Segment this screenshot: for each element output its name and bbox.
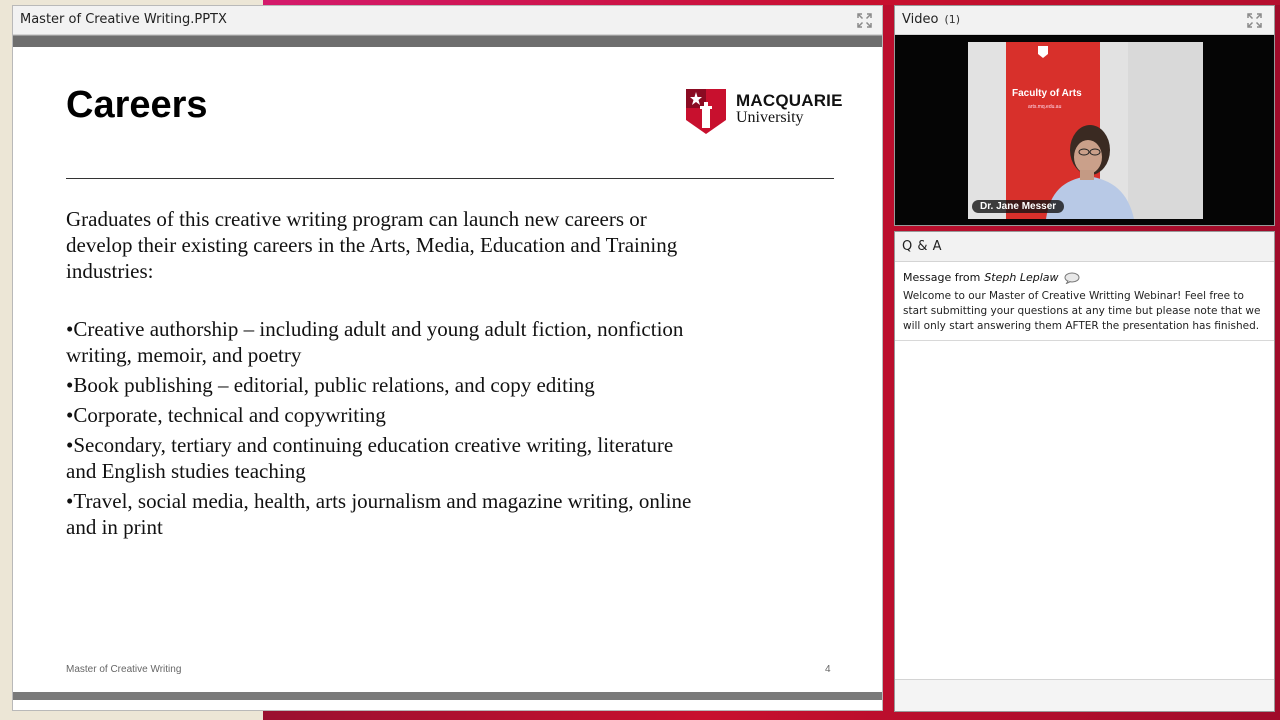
video-panel-header — [895, 6, 1274, 35]
video-panel — [894, 5, 1275, 226]
banner-text: Faculty of Arts — [1012, 88, 1082, 99]
slide-page-number: 4 — [825, 664, 831, 675]
video-area[interactable] — [895, 36, 1274, 225]
slide-panel-header — [13, 6, 882, 35]
chat-bubble-icon — [1064, 272, 1080, 284]
slide-footer: Master of Creative Writing — [66, 664, 182, 675]
qa-message[interactable] — [895, 262, 1274, 341]
qa-panel-title: Q & A — [902, 239, 943, 254]
macquarie-crest-icon — [685, 88, 727, 135]
expand-icon[interactable] — [1246, 12, 1263, 29]
slide-bullet: •Travel, social media, health, arts journalism and magazine writing, online and in print — [66, 489, 692, 539]
message-body: Welcome to our Master of Creative Writting Webinar! Feel free to start submitting your questions at any time but please note that we will only start answering them AFTER the presentation has finished. — [903, 290, 1261, 332]
slide-panel-title: Master of Creative Writing.PPTX — [20, 12, 227, 27]
slide-bullet: •Corporate, technical and copywriting — [66, 403, 386, 427]
message-author: Steph Leplaw — [984, 271, 1059, 284]
title-divider — [66, 178, 834, 179]
macquarie-logo — [685, 88, 845, 136]
logo-subname: University — [736, 109, 804, 126]
qa-panel — [894, 231, 1275, 712]
message-prefix: Message from — [903, 271, 981, 284]
presenter-name-tag: Dr. Jane Messer — [972, 200, 1064, 213]
logo-name: MACQUARIE — [736, 91, 843, 110]
slide-toolbar-bar — [13, 35, 882, 47]
video-feed[interactable] — [968, 42, 1203, 219]
slide-panel — [12, 5, 883, 711]
qa-input-area[interactable] — [895, 679, 1274, 711]
slide-bottom-bar — [13, 692, 882, 700]
slide-body — [66, 206, 706, 544]
slide-bullet: •Secondary, tertiary and continuing education creative writing, literature and English studies teaching — [66, 433, 674, 483]
presenter-silhouette — [968, 42, 1203, 219]
slide-title: Careers — [66, 84, 208, 126]
video-count: (1) — [944, 13, 961, 26]
banner-url: arts.mq.edu.au — [1028, 104, 1062, 110]
slide-bullet: •Creative authorship – including adult and young adult fiction, nonfiction writing, memoir, and poetry — [66, 317, 684, 367]
qa-panel-header — [895, 232, 1274, 262]
video-title: Video — [902, 12, 939, 27]
slide-bullet: •Book publishing – editorial, public relations, and copy editing — [66, 373, 595, 397]
video-panel-title — [902, 12, 960, 27]
slide-intro: Graduates of this creative writing program can launch new careers or develop their existing careers in the Arts, Media, Education and Training industries: — [66, 207, 678, 283]
slide — [13, 48, 882, 700]
message-header — [903, 271, 1266, 284]
expand-icon[interactable] — [856, 12, 873, 29]
